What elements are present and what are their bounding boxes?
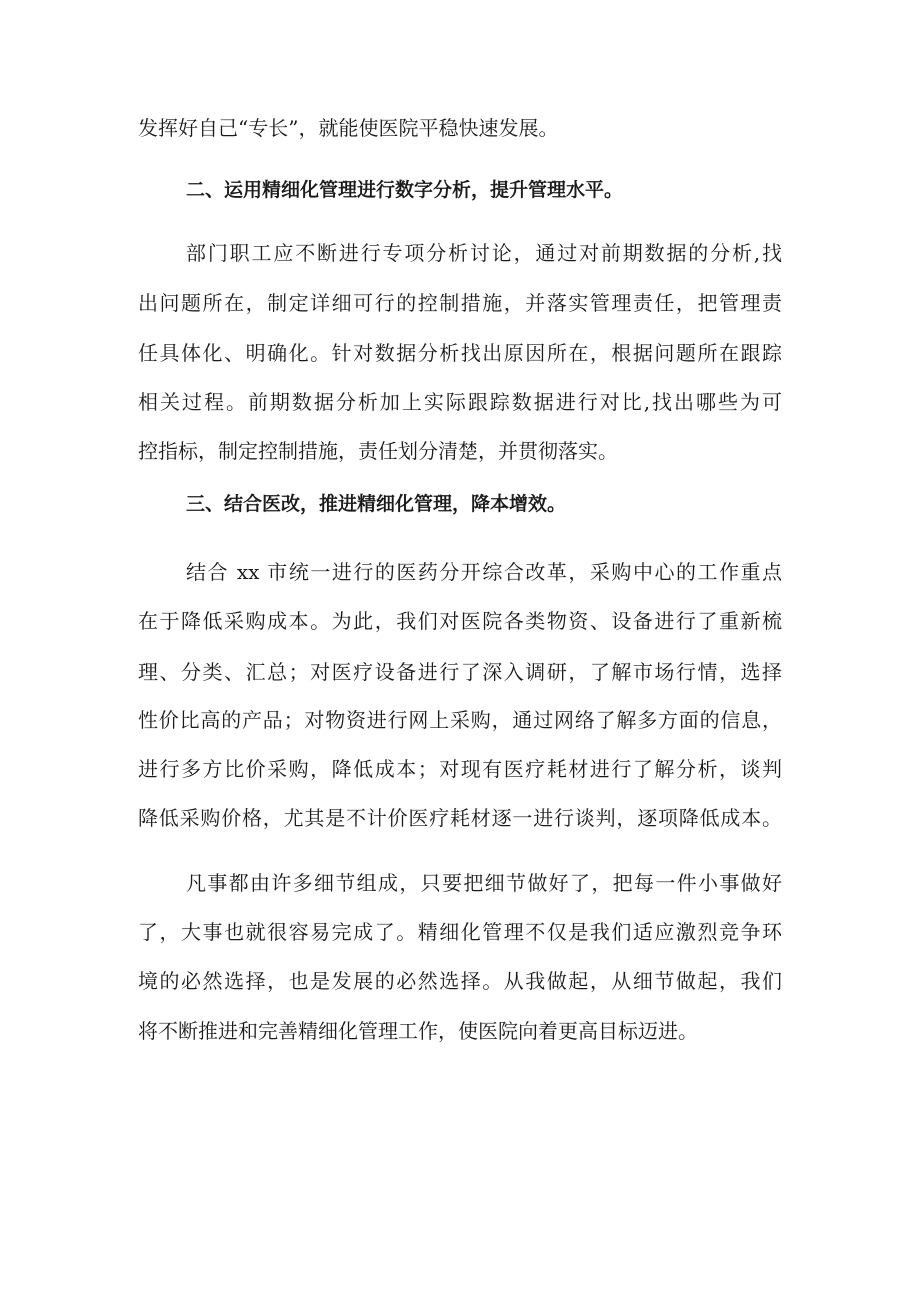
paragraph-line: 部门职工应不断进行专项分析讨论，通过对前期数据的分析,找	[186, 241, 782, 265]
paragraph-line: 结合 xx 市统一进行的医药分开综合改革，采购中心的工作重点	[186, 560, 782, 584]
section-heading-3: 三、结合医改，推进精细化管理，降本增效。	[186, 493, 567, 515]
paragraph-line: 任具体化、明确化。针对数据分析找出原因所在，根据问题所在跟踪	[138, 341, 782, 365]
paragraph-line: 境的必然选择，也是发展的必然选择。从我做起，从细节做起，我们	[138, 969, 782, 993]
paragraph-line: 凡事都由许多细节组成，只要把细节做好了，把每一件小事做好	[186, 871, 782, 895]
section-heading-2: 二、运用精细化管理进行数字分析，提升管理水平。	[186, 179, 624, 201]
paragraph-line: 发挥好自己“专长”，就能使医院平稳快速发展。	[138, 116, 559, 140]
paragraph-line: 在于降低采购成本。为此，我们对医院各类物资、设备进行了重新梳	[138, 609, 782, 633]
paragraph-line: 了，大事也就很容易完成了。精细化管理不仅是我们适应激烈竞争环	[138, 920, 782, 944]
paragraph-line: 将不断推进和完善精细化管理工作，使医院向着更高目标迈进。	[138, 1019, 698, 1043]
paragraph-line: 理、分类、汇总；对医疗设备进行了深入调研，了解市场行情，选择	[138, 660, 782, 684]
paragraph-line: 进行多方比价采购，降低成本；对现有医疗耗材进行了解分析，谈判	[138, 757, 782, 781]
paragraph-line: 降低采购价格，尤其是不计价医疗耗材逐一进行谈判，逐项降低成本。	[138, 806, 782, 830]
paragraph-line: 性价比高的产品；对物资进行网上采购，通过网络了解多方面的信息，	[138, 708, 782, 732]
paragraph-line: 相关过程。前期数据分析加上实际跟踪数据进行对比,找出哪些为可	[138, 390, 782, 414]
paragraph-line: 控指标，制定控制措施，责任划分清楚，并贯彻落实。	[138, 439, 618, 463]
paragraph-line: 出问题所在，制定详细可行的控制措施，并落实管理责任，把管理责	[138, 291, 782, 315]
